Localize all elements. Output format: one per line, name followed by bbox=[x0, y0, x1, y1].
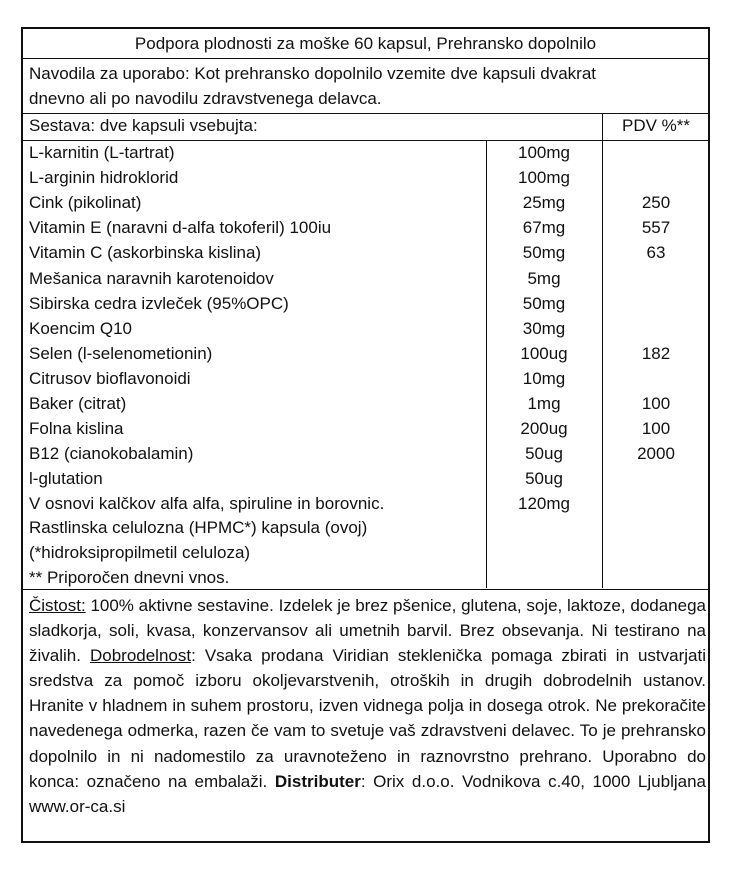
ingredient-amount: 50ug bbox=[525, 444, 563, 464]
cistost-text: 100% aktivne sestavine. Izdelek je brez pšenice, glutena, soje, laktoze, dodanega sladkorja, soli, kvasa, konzervansov ali umetnih barvil. Brez obsevanja. Ni testirano na živalih. bbox=[29, 596, 706, 666]
ingredient-name: Baker (citrat) bbox=[29, 394, 127, 413]
ingredient-name: V osnovi kalčkov alfa alfa, spiruline in borovnic. bbox=[29, 494, 385, 514]
divider bbox=[23, 58, 708, 59]
ingredient-amount: 30mg bbox=[522, 318, 566, 338]
distributer-text: : Orix d.o.o. Vodnikova c.40, 1000 Ljubljana www.or-ca.si bbox=[29, 771, 706, 816]
ingredient-name: Vitamin C (askorbinska kislina) bbox=[29, 243, 262, 263]
supplement-label bbox=[21, 27, 710, 843]
ingredient-amount: 200ug bbox=[520, 419, 568, 439]
cistost-label: Čistost: bbox=[29, 596, 86, 615]
divider bbox=[23, 589, 708, 590]
ingredient-pdv: 100 bbox=[641, 419, 671, 439]
note-line: ** Priporočen dnevni vnos. bbox=[29, 568, 230, 587]
ingredient-amount: 67mg bbox=[522, 218, 566, 238]
column-divider-pdv bbox=[602, 113, 603, 588]
ingredient-name: Selen (l-selenometionin) bbox=[29, 343, 213, 363]
pdv-header: PDV %** bbox=[621, 116, 691, 135]
instructions-line-2: dnevno ali po navodilu zdravstvenega delavca. bbox=[29, 89, 382, 108]
ingredient-amount: 10mg bbox=[522, 368, 566, 388]
footer-paragraph bbox=[29, 593, 706, 819]
composition-header: Sestava: dve kapsuli vsebujta: bbox=[29, 116, 258, 135]
ingredient-name: Citrusov bioflavonoidi bbox=[29, 368, 191, 388]
note-line: Rastlinska celulozna (HPMC*) kapsula (ovoj) bbox=[29, 518, 368, 537]
ingredient-pdv: 100 bbox=[641, 394, 671, 413]
dobrodelnost-label: Dobrodelnost bbox=[89, 646, 192, 666]
ingredient-amount: 25mg bbox=[522, 193, 566, 213]
ingredient-amount: 100mg bbox=[518, 168, 570, 188]
distributer-label: Distributer bbox=[274, 771, 361, 791]
ingredient-amount: 1mg bbox=[527, 394, 561, 413]
ingredient-pdv: 63 bbox=[646, 243, 666, 263]
ingredient-name: Vitamin E (naravni d-alfa tokoferil) 100iu bbox=[29, 218, 332, 238]
ingredient-pdv: 557 bbox=[641, 218, 671, 238]
ingredient-amount: 100ug bbox=[520, 343, 568, 363]
ingredient-name: L-karnitin (L-tartrat) bbox=[29, 143, 175, 162]
ingredient-name: Folna kislina bbox=[29, 419, 124, 439]
ingredient-name: B12 (cianokobalamin) bbox=[29, 444, 194, 464]
note-line: (*hidroksipropilmetil celuloza) bbox=[29, 543, 251, 562]
instructions-line-1: Navodila za uporabo: Kot prehransko dopolnilo vzemite dve kapsuli dvakrat bbox=[29, 64, 596, 83]
dobrodelnost-text: : Vsaka prodana Viridian steklenička pomaga zbirati in ustvarjati sredstva za pomoč izboru okoljevarstvenih, otroških in drugih dobrodelnih ustanov. Hranite v hladnem in suhem prostoru, izven vidnega polja in dosega otrok. Ne prekoračite navedenega odmerka, razen če vam to svetuje vaš zdravstveni delavec. To je prehransko dopolnilo in ni nadomestilo za uravnoteženo in raznovrstno prehrano. Uporabno do konca: označeno na embalaži. bbox=[29, 646, 706, 791]
ingredient-pdv: 182 bbox=[641, 343, 671, 363]
ingredient-amount: 5mg bbox=[527, 268, 561, 288]
ingredient-pdv: 2000 bbox=[637, 444, 675, 464]
ingredient-name: Sibirska cedra izvleček (95%OPC) bbox=[29, 293, 289, 313]
ingredient-amount: 50ug bbox=[525, 469, 563, 489]
ingredient-name: Koencim Q10 bbox=[29, 318, 132, 338]
ingredient-pdv: 250 bbox=[641, 193, 671, 213]
ingredient-name: Mešanica naravnih karotenoidov bbox=[29, 268, 274, 288]
ingredient-amount: 50mg bbox=[522, 243, 566, 263]
ingredient-amount: 50mg bbox=[522, 293, 566, 313]
ingredient-amount: 100mg bbox=[518, 143, 570, 162]
ingredient-amount: 120mg bbox=[518, 494, 570, 514]
ingredient-name: Cink (pikolinat) bbox=[29, 193, 142, 213]
ingredient-name: L-arginin hidroklorid bbox=[29, 168, 179, 188]
ingredient-name: l-glutation bbox=[29, 469, 103, 489]
product-title: Podpora plodnosti za moške 60 kapsul, Prehransko dopolnilo bbox=[134, 34, 597, 53]
